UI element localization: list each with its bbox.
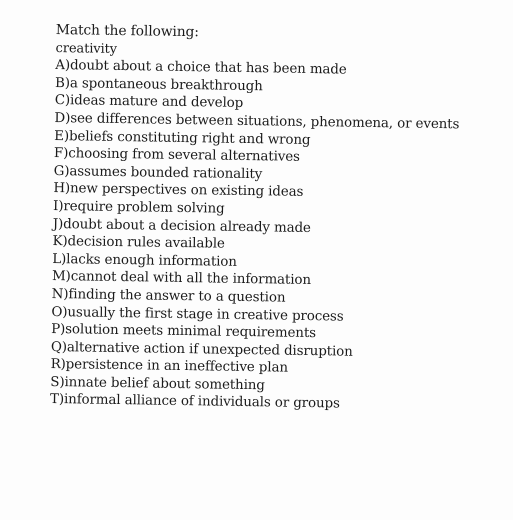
option-letter: B) <box>54 75 71 92</box>
option-text: see differences between situations, phenomena, or events <box>70 111 460 133</box>
question-topic: creativity <box>55 40 118 57</box>
option-letter: J) <box>52 216 64 232</box>
option-text: doubt about a choice that has been made <box>69 58 347 78</box>
option-text: assumes bounded rationality <box>69 163 263 183</box>
option-text: require problem solving <box>63 199 225 217</box>
option-letter: H) <box>53 181 71 197</box>
option-text: solution meets minimal requirements <box>65 322 317 342</box>
option-letter: I) <box>52 198 64 215</box>
option-letter: E) <box>54 128 70 144</box>
option-letter: C) <box>54 93 71 109</box>
option-letter: T) <box>49 392 65 408</box>
option-list <box>50 57 505 416</box>
option-text: usually the first stage in creative process <box>67 304 344 325</box>
question-block <box>50 22 506 416</box>
option-text: ideas mature and develop <box>69 93 244 112</box>
option-letter: P) <box>51 322 66 338</box>
option-letter: F) <box>53 146 69 162</box>
option-letter: O) <box>51 304 68 320</box>
option-letter: Q) <box>50 339 68 355</box>
option-letter: D) <box>54 110 71 127</box>
option-letter: K) <box>52 234 68 250</box>
option-text: a spontaneous breakthrough <box>69 76 263 95</box>
option-text: decision rules available <box>67 234 225 252</box>
option-text: cannot deal with all the information <box>70 269 312 289</box>
option-text: alternative action if unexpected disruption <box>66 339 353 360</box>
option-text: choosing from several alternatives <box>68 146 301 166</box>
option-text: doubt about a decision already made <box>63 216 311 236</box>
option-letter: N) <box>51 286 69 303</box>
option-letter: L) <box>52 251 67 267</box>
question-heading: Match the following: <box>55 22 199 41</box>
option-text: beliefs constituting right and wrong <box>68 128 311 148</box>
option-text: lacks enough information <box>66 251 237 270</box>
option-text: informal alliance of individuals or groups <box>63 392 340 412</box>
option-text: finding the answer to a question <box>68 287 286 306</box>
option-letter: M) <box>51 269 71 285</box>
option-letter: G) <box>53 163 70 179</box>
option-letter: A) <box>55 58 71 74</box>
option-text: innate belief about something <box>64 375 265 394</box>
option-text: new perspectives on existing ideas <box>69 181 304 201</box>
option-text: persistence in an ineffective plan <box>65 357 289 376</box>
option-letter: R) <box>50 357 66 373</box>
option-letter: S) <box>50 374 65 391</box>
